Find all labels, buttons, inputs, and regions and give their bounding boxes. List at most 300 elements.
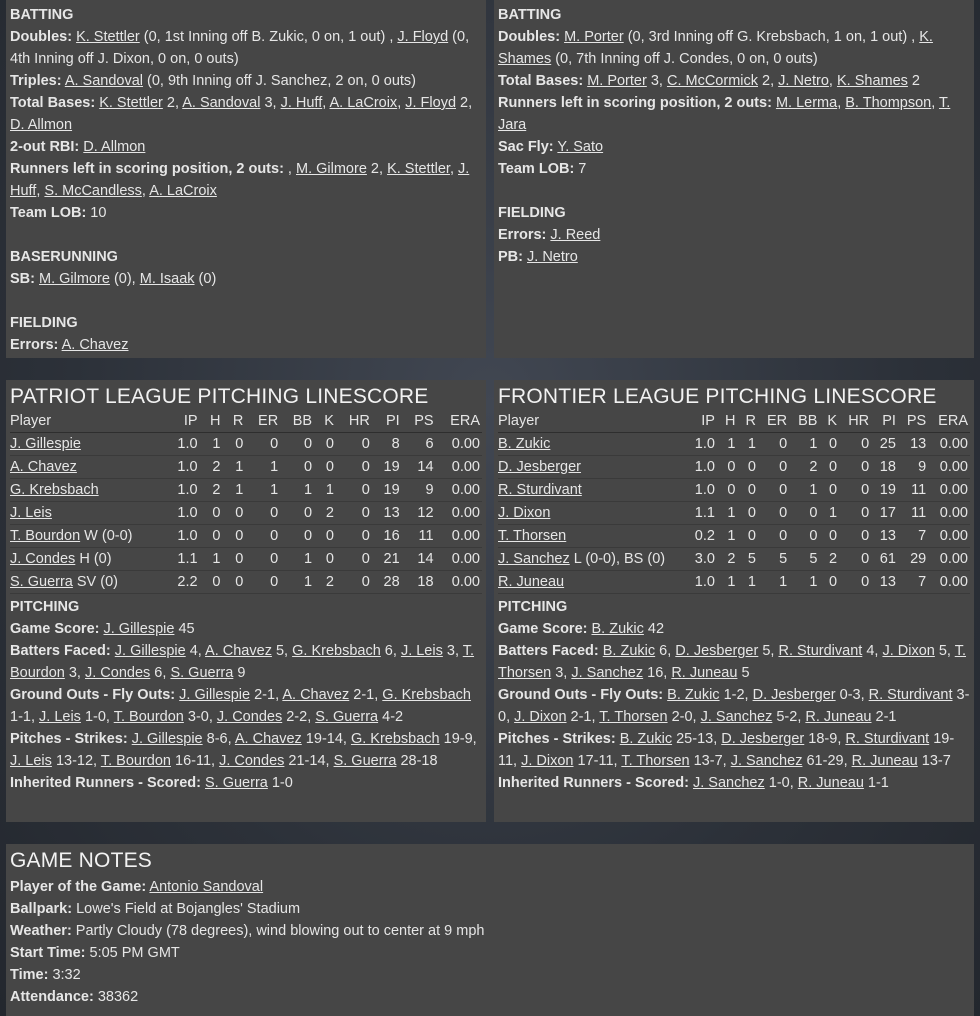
player-link[interactable]: D. Allmon	[10, 117, 73, 133]
errors-line	[10, 334, 482, 356]
stat-cell: 21	[374, 548, 404, 571]
pitcher-link[interactable]: R. Juneau	[498, 574, 565, 590]
stat-cell: 1	[791, 571, 821, 594]
pitcher-cell	[10, 502, 167, 525]
stat-cell: 1	[224, 479, 247, 502]
player-stat-note: 2-2,	[282, 709, 316, 725]
player-stat-note: 3,	[551, 665, 572, 681]
batters-faced-line	[10, 640, 482, 684]
player-stat-note: (0, 7th Inning off J. Condes, 0 on, 0 outs)	[551, 51, 818, 67]
stat-cell: 11	[900, 479, 930, 502]
stat-cell: 0	[338, 479, 374, 502]
table-row	[10, 548, 482, 571]
player-stat-note: 5,	[758, 643, 779, 659]
player-link[interactable]: G. Krebsbach	[382, 687, 471, 703]
sac-fly-label: Sac Fly:	[498, 139, 554, 155]
player-link[interactable]: J. Sanchez	[692, 775, 765, 791]
player-stat-note: 3,	[646, 73, 667, 89]
stat-cell: 25	[873, 433, 900, 456]
player-link[interactable]: K. Stettler	[99, 95, 163, 111]
column-header: K	[821, 410, 841, 433]
errors-line	[498, 224, 970, 246]
stat-cell: 0	[739, 479, 759, 502]
pitching-title: PITCHING	[10, 599, 80, 615]
game-notes-title: GAME NOTES	[10, 849, 153, 872]
player-link[interactable]: J. Floyd	[405, 95, 457, 111]
player-link[interactable]: R. Juneau	[797, 775, 864, 791]
player-link[interactable]: T. Bourdon	[113, 709, 184, 725]
player-link[interactable]: D. Allmon	[83, 139, 146, 155]
pitcher-link[interactable]: G. Krebsbach	[10, 482, 99, 498]
stat-cell: 1	[202, 548, 225, 571]
stat-cell: 0	[821, 479, 841, 502]
player-link[interactable]: R. Juneau	[851, 753, 918, 769]
total-bases-label: Total Bases:	[10, 95, 96, 111]
player-stat-note: 3,	[64, 665, 85, 681]
column-header: PI	[873, 410, 900, 433]
player-link[interactable]: T. Bourdon	[100, 753, 171, 769]
stat-cell: 0	[247, 502, 282, 525]
player-link[interactable]: T. Bourdon	[10, 643, 475, 681]
sac-fly-line	[498, 136, 970, 158]
stat-cell: 14	[404, 456, 438, 479]
player-link[interactable]: G. Krebsbach	[350, 731, 440, 747]
stat-cell: 1	[739, 433, 759, 456]
pitcher-link[interactable]: R. Sturdivant	[498, 482, 582, 498]
pitcher-cell	[10, 571, 167, 594]
player-stat-note: 18-9,	[804, 731, 846, 747]
doubles-label: Doubles:	[498, 29, 561, 45]
stat-cell: 0.00	[438, 433, 482, 456]
stat-cell: 0.00	[930, 502, 970, 525]
player-stat-note: ,	[931, 95, 940, 111]
player-stat-note: 3,	[442, 643, 463, 659]
pitcher-link[interactable]: T. Bourdon	[10, 528, 81, 544]
stat-cell: 0	[821, 525, 841, 548]
player-stat-note: ,	[36, 183, 45, 199]
stat-cell: 0	[841, 525, 873, 548]
player-link[interactable]: B. Zukic	[591, 621, 644, 637]
errors-label: Errors:	[10, 337, 59, 353]
inherited-runners-line	[498, 772, 970, 794]
player-link[interactable]: J. Condes	[84, 665, 151, 681]
pitcher-link[interactable]: B. Zukic	[498, 436, 551, 452]
player-link[interactable]: J. Dixon	[521, 753, 574, 769]
stat-cell: 29	[900, 548, 930, 571]
player-stat-note: ,	[828, 73, 837, 89]
player-link[interactable]: J. Leis	[400, 643, 443, 659]
stat-cell: 12	[404, 502, 438, 525]
game-score-line	[498, 618, 970, 640]
player-stat-note: 17-11,	[573, 753, 622, 769]
player-link[interactable]: A. LaCroix	[149, 183, 217, 199]
stat-cell: 0	[821, 433, 841, 456]
stat-cell: 6	[404, 433, 438, 456]
table-row	[498, 571, 970, 594]
stat-cell: 28	[374, 571, 404, 594]
pitcher-cell	[10, 433, 167, 456]
player-list	[527, 249, 578, 265]
player-link[interactable]: J. Condes	[219, 753, 285, 769]
player-link[interactable]: J. Gillespie	[103, 621, 175, 637]
doubles-label: Doubles:	[10, 29, 73, 45]
player-link[interactable]: J. Sanchez	[730, 753, 803, 769]
table-row	[498, 502, 970, 525]
pitcher-link[interactable]: J. Leis	[10, 505, 52, 521]
stat-cell: 0.00	[438, 456, 482, 479]
player-stat-note: 13-12,	[51, 753, 101, 769]
stat-cell: 13	[873, 525, 900, 548]
stat-cell: 8	[374, 433, 404, 456]
stat-cell: 0.00	[930, 479, 970, 502]
player-stat-note: 2,	[456, 95, 473, 111]
inherited-runners-line	[10, 772, 482, 794]
stat-cell: 0	[841, 456, 873, 479]
stat-cell: 0	[316, 433, 338, 456]
stat-cell: 2	[719, 548, 739, 571]
player-link[interactable]: J. Netro	[527, 249, 578, 265]
player-stat-note: 45	[174, 621, 195, 637]
player-link[interactable]: B. Zukic	[619, 731, 673, 747]
stat-cell: 1	[282, 571, 316, 594]
player-link[interactable]: D. Jesberger	[675, 643, 759, 659]
player-link[interactable]: S. Guerra	[204, 775, 268, 791]
patriot-linescore-table	[10, 410, 482, 594]
stat-cell: 0	[760, 433, 791, 456]
player-list	[62, 337, 129, 353]
stat-cell: 0	[282, 502, 316, 525]
batters-faced-label: Batters Faced:	[498, 643, 599, 659]
player-link[interactable]: R. Sturdivant	[868, 687, 953, 703]
player-link[interactable]: J. Gillespie	[179, 687, 251, 703]
pitcher-cell	[498, 479, 688, 502]
risp-prefix: ,	[283, 161, 296, 177]
player-link[interactable]: Y. Sato	[557, 139, 604, 155]
lob-line	[498, 158, 970, 180]
player-link[interactable]: K. Stettler	[387, 161, 450, 177]
player-list	[587, 73, 920, 89]
risp-line	[498, 92, 970, 136]
player-link[interactable]: S. Guerra	[315, 709, 379, 725]
player-link[interactable]: T. Thorsen	[599, 709, 668, 725]
column-header: IP	[167, 410, 202, 433]
player-stat-note: 42	[643, 621, 665, 637]
stat-cell: 1	[282, 548, 316, 571]
stat-cell: 0	[282, 456, 316, 479]
column-header: BB	[791, 410, 821, 433]
player-stat-note: 4-2	[378, 709, 404, 725]
stat-cell: 1	[719, 571, 739, 594]
decision-note: W (0-0)	[80, 528, 133, 544]
player-stat-note: (0),	[109, 271, 140, 287]
player-link[interactable]: A. Chavez	[205, 643, 272, 659]
stat-cell: 1	[719, 502, 739, 525]
frontier-linescore-table	[498, 410, 970, 594]
player-link[interactable]: K. Shames	[836, 73, 908, 89]
stat-cell: 1	[282, 479, 316, 502]
column-header: ERA	[930, 410, 970, 433]
stat-cell: 0.00	[930, 433, 970, 456]
frontier-linescore-title: FRONTIER LEAGUE PITCHING LINESCORE	[498, 385, 937, 408]
pitcher-cell	[10, 479, 167, 502]
batting-title: BATTING	[10, 7, 74, 23]
stat-cell: 0	[202, 502, 225, 525]
column-header: H	[719, 410, 739, 433]
player-stat-note: 19-14,	[301, 731, 351, 747]
player-link[interactable]: A. Chavez	[61, 337, 129, 353]
player-stat-note: 9	[233, 665, 246, 681]
player-link[interactable]: A. Chavez	[282, 687, 350, 703]
stat-cell: 0	[841, 479, 873, 502]
pitcher-cell	[10, 548, 167, 571]
pitcher-link[interactable]: J. Dixon	[498, 505, 551, 521]
stat-cell: 0	[338, 571, 374, 594]
stat-cell: 1	[719, 525, 739, 548]
player-link[interactable]: S. Guerra	[333, 753, 397, 769]
player-list	[104, 621, 195, 637]
stat-cell: 1	[202, 433, 225, 456]
stat-cell: 0	[338, 548, 374, 571]
decision-note: L (0-0), BS (0)	[569, 551, 666, 567]
player-stat-note: (0, 9th Inning off J. Sanchez, 2 on, 0 outs)	[143, 73, 417, 89]
player-link[interactable]: D. Jesberger	[721, 731, 805, 747]
pitcher-link[interactable]: D. Jesberger	[498, 459, 582, 475]
stat-cell: 11	[900, 502, 930, 525]
player-link[interactable]: J. Huff	[280, 95, 323, 111]
player-stat-note: 25-13,	[672, 731, 722, 747]
player-stat-note: 5,	[271, 643, 293, 659]
lob-value: 10	[86, 205, 107, 221]
stat-cell: 9	[900, 456, 930, 479]
player-stat-note: 6,	[380, 643, 401, 659]
column-header: BB	[282, 410, 316, 433]
stat-cell: 2	[316, 502, 338, 525]
player-list	[550, 227, 600, 243]
player-link[interactable]: R. Sturdivant	[778, 643, 863, 659]
player-stat-note: ,	[449, 161, 458, 177]
player-link[interactable]: M. Gilmore	[296, 161, 367, 177]
decision-note: SV (0)	[72, 574, 118, 590]
fielding-title: FIELDING	[10, 315, 78, 331]
stat-cell: 0	[841, 571, 873, 594]
stat-cell: 1	[791, 479, 821, 502]
pitcher-link[interactable]: J. Condes	[10, 551, 76, 567]
player-stat-note: 2,	[758, 73, 779, 89]
player-link[interactable]: G. Krebsbach	[292, 643, 381, 659]
player-link[interactable]: J. Reed	[550, 227, 601, 243]
player-link[interactable]: K. Stettler	[76, 29, 140, 45]
batters-faced-line	[498, 640, 970, 684]
stat-cell: 13	[900, 433, 930, 456]
player-of-game-link[interactable]: Antonio Sandoval	[149, 879, 264, 895]
player-link[interactable]: M. Porter	[587, 73, 647, 89]
stat-cell: 11	[404, 525, 438, 548]
inherited-runners-label: Inherited Runners - Scored:	[10, 775, 201, 791]
stat-cell: 0	[821, 571, 841, 594]
player-link[interactable]: B. Zukic	[667, 687, 720, 703]
pitcher-link[interactable]: A. Chavez	[10, 459, 77, 475]
table-header-row	[10, 410, 482, 433]
player-link[interactable]: J. Leis	[39, 709, 81, 725]
player-list	[498, 29, 933, 67]
player-link[interactable]: J. Floyd	[397, 29, 449, 45]
player-stat-note: 2-0,	[667, 709, 701, 725]
player-link[interactable]: J. Leis	[10, 753, 52, 769]
table-row	[498, 433, 970, 456]
pitcher-cell	[498, 502, 688, 525]
stat-cell: 1.0	[167, 502, 202, 525]
player-link[interactable]: J. Condes	[216, 709, 283, 725]
table-row	[498, 456, 970, 479]
player-link[interactable]: R. Juneau	[805, 709, 872, 725]
column-header: HR	[841, 410, 873, 433]
player-link[interactable]: T. Thorsen	[621, 753, 690, 769]
player-link[interactable]: B. Thompson	[845, 95, 932, 111]
time-label: Time:	[10, 967, 49, 983]
stat-cell: 0	[719, 479, 739, 502]
pitcher-link[interactable]: S. Guerra	[10, 574, 73, 590]
player-link[interactable]: J. Dixon	[882, 643, 935, 659]
column-header: K	[316, 410, 338, 433]
player-link[interactable]: T. Thorsen	[498, 643, 967, 681]
player-stat-note: ,	[141, 183, 150, 199]
table-row	[498, 479, 970, 502]
player-stat-note: 1-2,	[719, 687, 753, 703]
pitcher-link[interactable]: J. Gillespie	[10, 436, 81, 452]
player-stat-note: 2-1,	[349, 687, 383, 703]
column-header: IP	[688, 410, 719, 433]
player-link[interactable]: J. Gillespie	[114, 643, 186, 659]
frontier-batting-panel	[494, 0, 974, 358]
stat-cell: 0	[821, 456, 841, 479]
player-stat-note: 1-0,	[764, 775, 798, 791]
stat-cell: 5	[760, 548, 791, 571]
player-link[interactable]: A. Sandoval	[64, 73, 144, 89]
player-stat-note: (0, 1st Inning off B. Zukic, 0 on, 1 out) ,	[139, 29, 398, 45]
column-header: ERA	[438, 410, 482, 433]
table-row	[10, 433, 482, 456]
doubles-line	[10, 26, 482, 70]
player-stat-note: 1-1	[863, 775, 889, 791]
stat-cell: 0	[760, 456, 791, 479]
column-header: PS	[404, 410, 438, 433]
stat-cell: 1	[791, 433, 821, 456]
player-link[interactable]: J. Gillespie	[131, 731, 203, 747]
player-stat-note: 3-0,	[183, 709, 217, 725]
player-stat-note: ,	[322, 95, 330, 111]
player-link[interactable]: A. Sandoval	[182, 95, 261, 111]
column-header: H	[202, 410, 225, 433]
player-link[interactable]: S. McCandless	[44, 183, 142, 199]
player-link[interactable]: C. McCormick	[666, 73, 758, 89]
player-link[interactable]: J. Dixon	[514, 709, 567, 725]
patriot-batting-panel	[6, 0, 486, 358]
player-stat-note: 6,	[655, 643, 676, 659]
pitcher-link[interactable]: T. Thorsen	[498, 528, 567, 544]
lob-label: Team LOB:	[498, 161, 575, 177]
stat-cell: 1.0	[688, 479, 719, 502]
player-stat-note: 19-11,	[498, 731, 955, 769]
stat-cell: 7	[900, 525, 930, 548]
stat-cell: 1.0	[167, 433, 202, 456]
total-bases-line	[498, 70, 970, 92]
stat-cell: 0	[760, 525, 791, 548]
pitcher-cell	[498, 571, 688, 594]
stat-cell: 1	[760, 571, 791, 594]
player-link[interactable]: K. Shames	[498, 29, 933, 67]
inherited-runners-label: Inherited Runners - Scored:	[498, 775, 689, 791]
column-header: HR	[338, 410, 374, 433]
player-stat-note: 19-9,	[439, 731, 477, 747]
player-link[interactable]: T. Jara	[498, 95, 951, 133]
pitcher-link[interactable]: J. Sanchez	[498, 551, 570, 567]
player-link[interactable]: J. Sanchez	[571, 665, 644, 681]
potg-line	[10, 876, 970, 898]
table-row	[10, 479, 482, 502]
time-line	[10, 964, 970, 986]
player-link[interactable]: J. Netro	[778, 73, 829, 89]
stat-cell: 0	[247, 433, 282, 456]
player-link[interactable]: M. Gilmore	[39, 271, 110, 287]
game-score-label: Game Score:	[498, 621, 588, 637]
player-stat-note: (0, 4th Inning off J. Dixon, 0 on, 0 outs)	[10, 29, 470, 67]
player-stat-note: 4,	[862, 643, 883, 659]
player-link[interactable]: M. Isaak	[139, 271, 195, 287]
pitcher-cell	[498, 456, 688, 479]
player-link[interactable]: J. Sanchez	[700, 709, 773, 725]
fielding-title: FIELDING	[498, 205, 566, 221]
stat-cell: 1	[247, 456, 282, 479]
stat-cell: 0	[739, 456, 759, 479]
stat-cell: 0.00	[930, 456, 970, 479]
stat-cell: 0	[841, 548, 873, 571]
stat-cell: 0	[760, 502, 791, 525]
decision-note: H (0)	[75, 551, 112, 567]
table-row	[498, 525, 970, 548]
player-stat-note: 8-6,	[202, 731, 235, 747]
player-link[interactable]: A. Chavez	[234, 731, 302, 747]
player-link[interactable]: M. Porter	[564, 29, 624, 45]
player-link[interactable]: A. LaCroix	[329, 95, 398, 111]
player-link[interactable]: M. Lerma	[775, 95, 838, 111]
player-link[interactable]: R. Sturdivant	[845, 731, 930, 747]
game-score-label: Game Score:	[10, 621, 100, 637]
sb-line	[10, 268, 482, 290]
stat-cell: 2	[202, 479, 225, 502]
player-link[interactable]: S. Guerra	[170, 665, 234, 681]
column-header: PI	[374, 410, 404, 433]
player-stat-note: 13-7,	[689, 753, 731, 769]
stat-cell: 2	[821, 548, 841, 571]
player-stat-note: 1-0,	[80, 709, 114, 725]
stat-cell: 1.1	[688, 502, 719, 525]
stat-cell: 0	[202, 525, 225, 548]
stat-cell: 0	[841, 502, 873, 525]
stat-cell: 0	[760, 479, 791, 502]
player-link[interactable]: R. Juneau	[671, 665, 738, 681]
game-score-line	[10, 618, 482, 640]
player-link[interactable]: J. Huff	[10, 161, 470, 199]
stat-cell: 2.2	[167, 571, 202, 594]
go-fo-label: Ground Outs - Fly Outs:	[10, 687, 176, 703]
patriot-linescore-title: PATRIOT LEAGUE PITCHING LINESCORE	[10, 385, 429, 408]
stat-cell: 0	[224, 433, 247, 456]
pitcher-cell	[10, 525, 167, 548]
stat-cell: 0	[841, 433, 873, 456]
start-time-value: 5:05 PM GMT	[85, 945, 180, 961]
player-link[interactable]: B. Zukic	[602, 643, 656, 659]
player-link[interactable]: D. Jesberger	[752, 687, 836, 703]
